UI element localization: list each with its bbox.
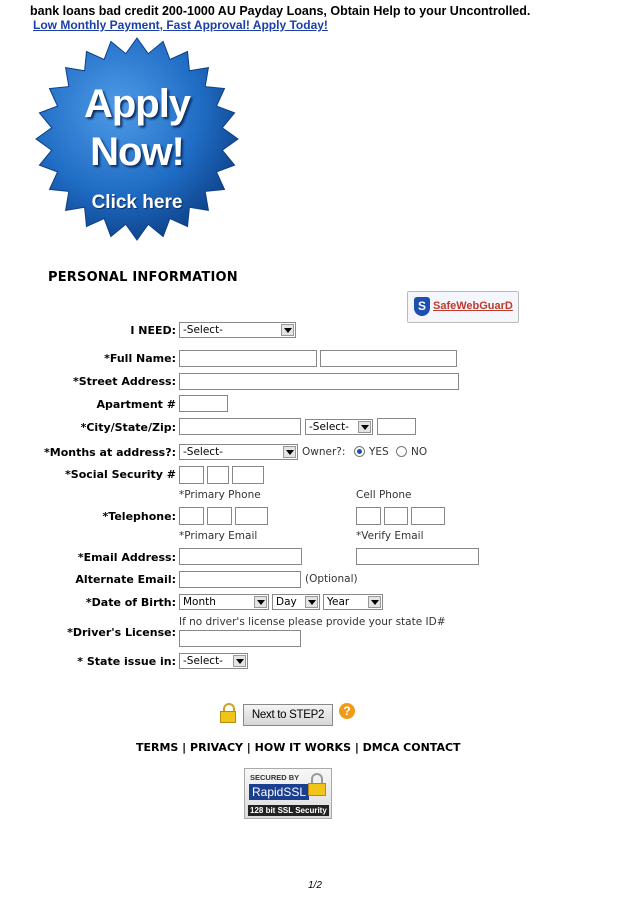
last-name-input[interactable]	[320, 350, 457, 367]
cell-line-input[interactable]	[411, 507, 445, 525]
city-label: *City/State/Zip:	[80, 421, 176, 434]
badge-line2: Now!	[90, 130, 184, 174]
dob-year-value: Year	[327, 596, 350, 608]
padlock-icon	[307, 773, 327, 797]
apartment-label: Apartment #	[96, 398, 176, 411]
rapidssl-badge[interactable]	[244, 768, 332, 819]
cell-phone-hint: Cell Phone	[356, 489, 412, 501]
chevron-down-icon	[283, 446, 296, 458]
ssl-line1: SECURED BY	[250, 773, 300, 782]
ssn-part1-input[interactable]	[179, 466, 204, 484]
help-icon[interactable]: ?	[339, 703, 355, 719]
phone-line-input[interactable]	[235, 507, 268, 525]
page-number: 1/2	[308, 880, 322, 891]
state-issue-label: * State issue in:	[77, 655, 176, 668]
ssn-part3-input[interactable]	[232, 466, 264, 484]
shield-icon: S	[414, 297, 430, 316]
state-issue-value: -Select-	[183, 655, 223, 667]
dob-day-select[interactable]	[272, 594, 320, 610]
badge-line3: Click here	[91, 192, 183, 213]
chevron-down-icon	[254, 596, 267, 608]
owner-no-label: NO	[411, 446, 428, 458]
telephone-label: *Telephone:	[102, 510, 176, 523]
chevron-down-icon	[233, 655, 246, 667]
need-label: I NEED:	[130, 324, 176, 337]
chevron-down-icon	[358, 421, 371, 433]
street-input[interactable]	[179, 373, 459, 390]
safewebguard-text: SafeWebGuarD	[433, 300, 513, 312]
email-label: *Email Address:	[77, 551, 176, 564]
safewebguard-badge[interactable]	[407, 291, 519, 323]
verify-email-hint: *Verify Email	[356, 530, 424, 542]
ssn-label: *Social Security #	[65, 468, 176, 481]
alt-email-input[interactable]	[179, 571, 301, 588]
verify-email-input[interactable]	[356, 548, 479, 565]
city-input[interactable]	[179, 418, 301, 435]
primary-email-hint: *Primary Email	[179, 530, 258, 542]
email-input[interactable]	[179, 548, 302, 565]
license-input[interactable]	[179, 630, 301, 647]
state-issue-select[interactable]	[179, 653, 248, 669]
owner-no-radio[interactable]	[396, 446, 407, 457]
need-select-value: -Select-	[183, 324, 223, 336]
dob-day-value: Day	[276, 596, 297, 608]
apply-today-link[interactable]: Low Monthly Payment, Fast Approval! Apply Today!	[33, 18, 328, 32]
phone-prefix-input[interactable]	[207, 507, 232, 525]
state-select[interactable]	[305, 419, 373, 435]
months-select[interactable]	[179, 444, 298, 460]
cell-prefix-input[interactable]	[384, 507, 408, 525]
cell-area-input[interactable]	[356, 507, 381, 525]
ssn-part2-input[interactable]	[207, 466, 229, 484]
dob-month-value: Month	[183, 596, 216, 608]
section-heading: PERSONAL INFORMATION	[48, 270, 238, 285]
dob-month-select[interactable]	[179, 594, 269, 610]
months-label: *Months at address?:	[44, 446, 176, 459]
street-label: *Street Address:	[72, 375, 176, 388]
next-step-button[interactable]: Next to STEP2	[243, 704, 333, 726]
state-select-value: -Select-	[309, 421, 349, 433]
owner-label: Owner?:	[302, 446, 346, 458]
months-select-value: -Select-	[183, 446, 223, 458]
zip-input[interactable]	[377, 418, 416, 435]
optional-hint: (Optional)	[305, 573, 358, 585]
apply-now-badge[interactable]	[34, 36, 240, 242]
document-title: bank loans bad credit 200-1000 AU Payday Loans, Obtain Help to your Uncontrolled.	[30, 4, 531, 18]
chevron-down-icon	[281, 324, 294, 336]
footer-links[interactable]: TERMS | PRIVACY | HOW IT WORKS | DMCA CONTACT	[136, 741, 461, 754]
phone-area-input[interactable]	[179, 507, 204, 525]
ssl-line3: 128 bit SSL Security	[250, 806, 327, 815]
alt-email-label: Alternate Email:	[75, 573, 176, 586]
first-name-input[interactable]	[179, 350, 317, 367]
chevron-down-icon	[305, 596, 318, 608]
license-label: *Driver's License:	[67, 626, 176, 639]
lock-icon	[220, 703, 236, 723]
dob-year-select[interactable]	[323, 594, 383, 610]
owner-yes-radio[interactable]	[354, 446, 365, 457]
ssl-line2: RapidSSL	[249, 784, 309, 800]
primary-phone-hint: *Primary Phone	[179, 489, 261, 501]
apartment-input[interactable]	[179, 395, 228, 412]
license-hint: If no driver's license please provide your state ID#	[179, 616, 446, 628]
badge-line1: Apply	[83, 82, 191, 126]
dob-label: *Date of Birth:	[85, 596, 176, 609]
chevron-down-icon	[368, 596, 381, 608]
owner-yes-label: YES	[369, 446, 389, 458]
fullname-label: *Full Name:	[104, 352, 176, 365]
need-select[interactable]	[179, 322, 296, 338]
